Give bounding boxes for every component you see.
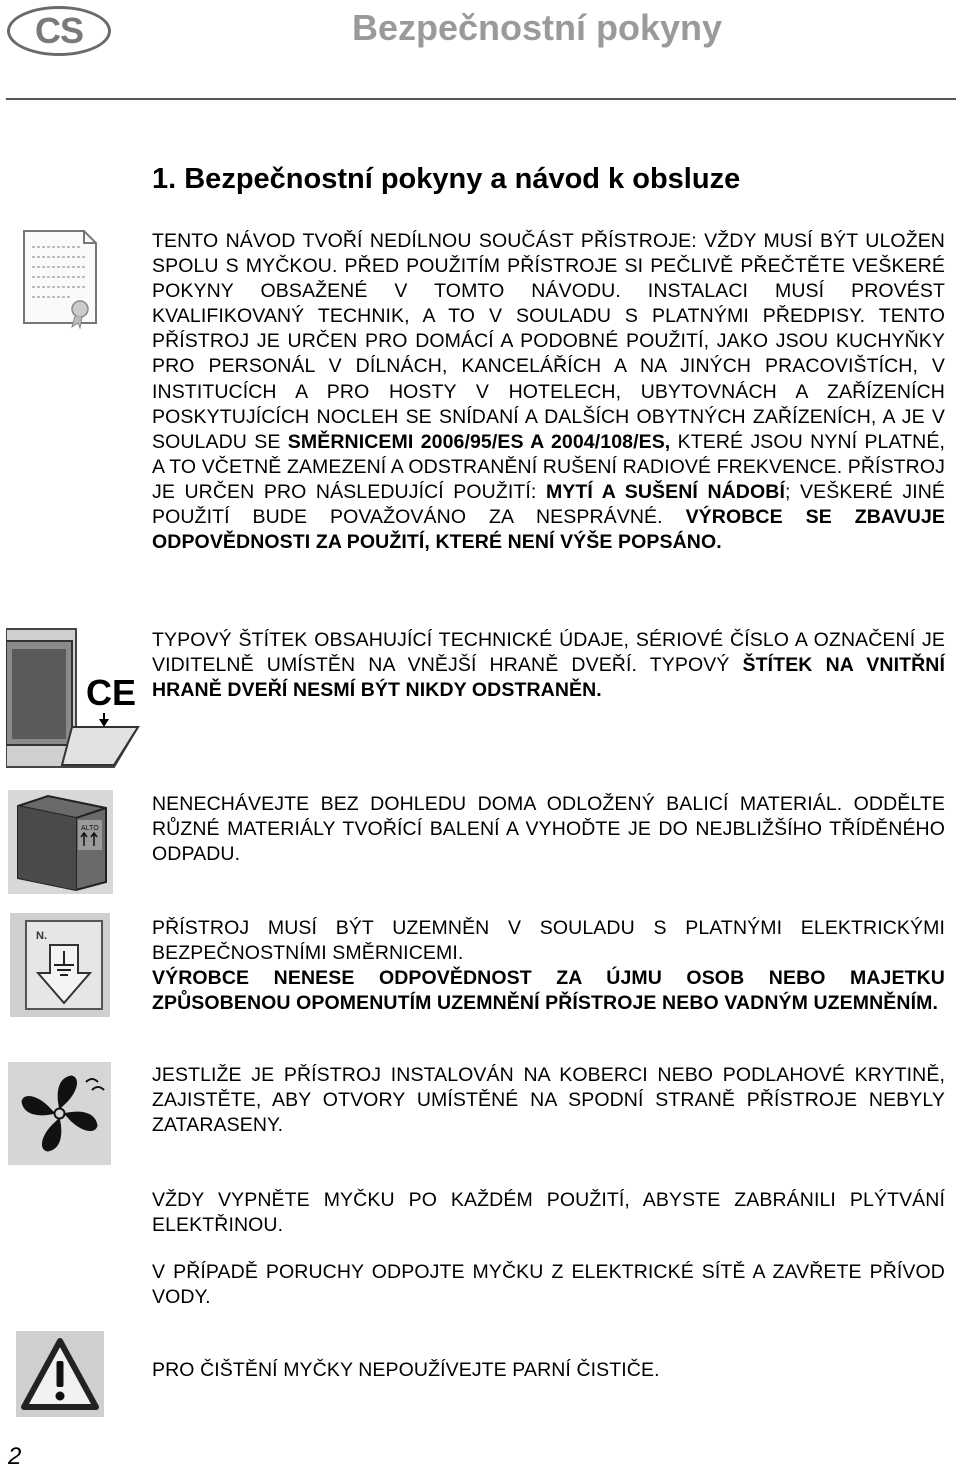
paragraph-malfunction bbox=[152, 1260, 945, 1310]
ventilation-fan-icon bbox=[8, 1062, 111, 1165]
ce-mark-text: CE bbox=[86, 672, 137, 713]
paragraph-rating-plate bbox=[152, 628, 945, 703]
p1-bold-3: VÝROBCE SE ZBAVUJE ODPOVĚDNOSTI ZA POUŽITÍ, KTERÉ NENÍ VÝŠE POPSÁNO. bbox=[152, 506, 945, 554]
p4-bold-1: VÝROBCE NENESE ODPOVĚDNOST ZA ÚJMU OSOB NEBO MAJETKU ZPŮSOBENOU OPOMENUTÍM UZEMNĚNÍ PŘÍSTROJE NEBO VADNÝM UZEMNĚNÍM. bbox=[152, 967, 945, 1015]
p1-bold-2: MYTÍ A SUŠENÍ NÁDOBÍ bbox=[545, 480, 785, 503]
paragraph-ventilation bbox=[152, 1063, 945, 1138]
p1-bold-1: SMĚRNICEMI 2006/95/ES A 2004/108/ES, bbox=[287, 430, 671, 453]
grounding-icon bbox=[10, 913, 110, 1017]
language-badge-label: CS bbox=[34, 10, 83, 51]
paragraph-packaging bbox=[152, 792, 945, 867]
section-title: 1. Bezpečnostní pokyny a návod k obsluze bbox=[152, 163, 741, 195]
p1-text-2: KTERÉ JSOU NYNÍ PLATNÉ, A TO VČETNĚ ZAMEZENÍ A ODSTRANĚNÍ RUŠENÍ RADIOVÉ FREKVENCE. PŘÍSTROJ JE URČEN PRO NÁSLEDUJÍCÍ POUŽITÍ: bbox=[152, 430, 945, 503]
p1-text-3: ; VEŠKERÉ JINÉ POUŽITÍ BUDE POVAŽOVÁNO ZA NESPRÁVNÉ. bbox=[152, 480, 946, 529]
p7-text-1: V PŘÍPADĚ PORUCHY ODPOJTE MYČKU Z ELEKTRICKÉ SÍTĚ A ZAVŘETE PŘÍVOD VODY. bbox=[152, 1261, 945, 1309]
page-title: Bezpečnostní pokyny bbox=[352, 7, 723, 48]
paragraph-intended-use bbox=[152, 229, 945, 555]
paragraph-switch-off bbox=[152, 1188, 945, 1238]
ce-mark-icon bbox=[6, 627, 144, 769]
p2-bold-1: ŠTÍTEK NA VNITŘNÍ HRANĚ DVEŘÍ NESMÍ BÝT NIKDY ODSTRANĚN. bbox=[152, 654, 945, 702]
packaging-box-icon bbox=[8, 790, 113, 894]
p8-text-1: PRO ČIŠTĚNÍ MYČKY NEPOUŽÍVEJTE PARNÍ ČISTIČE. bbox=[152, 1359, 660, 1381]
box-label: ALTO bbox=[81, 825, 99, 832]
p1-text-1: TENTO NÁVOD TVOŘÍ NEDÍLNOU SOUČÁST PŘÍSTROJE: VŽDY MUSÍ BÝT ULOŽEN SPOLU S MYČKOU. PŘED POUŽITÍM PŘÍSTROJE SI PEČLIVĚ PŘEČTĚTE VEŠKERÉ POKYNY OBSAŽENÉ V TOMTO NÁVODU. INSTALACI MUSÍ PROVÉST KVALIFIKOVANÝ TECHNIK, A TO V SOULADU S PLATNÝMI PŘEDPISY. TENTO PŘÍSTROJ JE URČEN PRO DOMÁCÍ A PODOBNÉ POUŽITÍ, JAKO JSOU KUCHYŇKY PRO PERSONÁL V DÍLNÁCH, KANCELÁŘÍCH A NA JINÝCH PRACOVIŠTÍCH, V INSTITUCÍCH A PRO HOSTY V HOTELECH, UBYTOVNÁCH A ZAŘÍZENÍCH POSKYTUJÍCÍCH NOCLEH SE SNÍDANÍ A DALŠÍCH OBYTNÝCH ZAŘÍZENÍCH, A JE V SOULADU SE bbox=[152, 230, 945, 453]
language-badge bbox=[7, 6, 111, 56]
ground-label: N. bbox=[36, 930, 47, 942]
header-divider bbox=[6, 98, 956, 100]
p6-text-1: VŽDY VYPNĚTE MYČKU PO KAŽDÉM POUŽITÍ, ABYSTE ZABRÁNILI PLÝTVÁNÍ ELEKTŘINOU. bbox=[152, 1189, 945, 1237]
p4-text-1: PŘÍSTROJ MUSÍ BÝT UZEMNĚN V SOULADU S PLATNÝMI ELEKTRICKÝMI BEZPEČNOSTNÍMI SMĚRNICEMI. bbox=[152, 917, 945, 965]
p5-text-1: JESTLIŽE JE PŘÍSTROJ INSTALOVÁN NA KOBERCI NEBO PODLAHOVÉ KRYTINĚ, ZAJISTĚTE, ABY OTVORY UMÍSTĚNÉ NA SPODNÍ STRANĚ PŘÍSTROJE NEBYLY ZATARASENY. bbox=[152, 1064, 945, 1137]
paragraph-steam-cleaner bbox=[152, 1358, 945, 1383]
p3-text-1: NENECHÁVEJTE BEZ DOHLEDU DOMA ODLOŽENÝ BALICÍ MATERIÁL. ODDĚLTE RŮZNÉ MATERIÁLY TVOŘÍCÍ BALENÍ A VYHOĎTE JE DO NEJBLIŽŠÍHO TŘÍDĚNÉHO ODPADU. bbox=[152, 793, 945, 866]
warning-triangle-icon bbox=[16, 1331, 104, 1417]
certificate-document-icon bbox=[22, 229, 98, 329]
paragraph-grounding bbox=[152, 916, 945, 1016]
p2-text-1: TYPOVÝ ŠTÍTEK OBSAHUJÍCÍ TECHNICKÉ ÚDAJE, SÉRIOVÉ ČÍSLO A OZNAČENÍ JE VIDITELNĚ UMÍSTĚN NA VNĚJŠÍ HRANĚ DVEŘÍ. TYPOVÝ bbox=[152, 629, 945, 677]
page-number: 2 bbox=[8, 1443, 22, 1470]
